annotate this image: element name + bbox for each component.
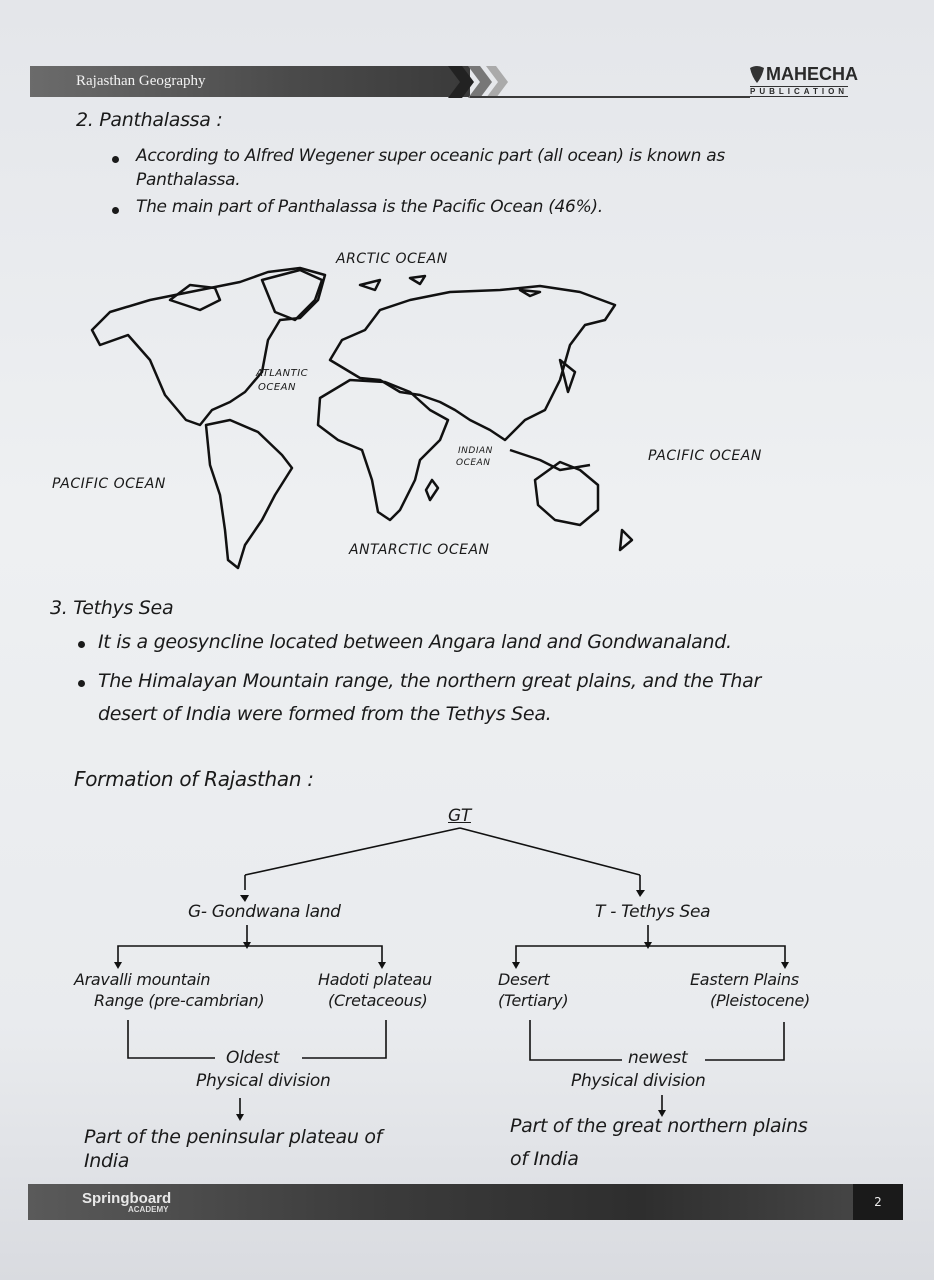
flowchart-hadoti: Hadoti plateau [318,970,432,989]
logo-name: MAHECHA [766,64,858,84]
map-label-pacific-ocean-right: PACIFIC OCEAN [648,448,762,464]
bullet-text: The Himalayan Mountain range, the northern great plains, and the Thar [98,670,762,692]
map-label-indian-ocean-2: OCEAN [456,458,491,468]
map-label-pacific-ocean-left: PACIFIC OCEAN [52,476,166,492]
section-heading-tethys: 3. Tethys Sea [50,597,174,619]
map-label-atlantic-ocean-2: OCEAN [258,382,296,393]
page-number: 2 [853,1184,903,1220]
flowchart-right-result: Part of the great northern plains [510,1115,808,1137]
flowchart-desert-age: (Tertiary) [498,991,569,1010]
bullet-text: It is a geosyncline located between Angara land and Gondwanaland. [98,631,732,653]
formation-heading: Formation of Rajasthan : [74,767,314,791]
bullet-text: The main part of Panthalassa is the Pacific Ocean (46%). [136,197,603,217]
map-label-arctic-ocean: ARCTIC OCEAN [336,251,448,267]
flowchart-right-division: Physical division [571,1071,706,1091]
flowchart-desert: Desert [498,970,550,989]
map-label-antarctic-ocean: ANTARCTIC OCEAN [349,542,490,558]
flowchart-eastern-plains: Eastern Plains [690,970,799,989]
flowchart-eastern-plains-age: (Pleistocene) [710,991,810,1010]
flowchart-gondwana: G- Gondwana land [188,902,341,922]
flowchart-left-result: Part of the peninsular plateau of [84,1126,383,1148]
flowchart-root: GT [448,806,471,826]
bullet-text: According to Alfred Wegener super oceanic part (all ocean) is known as [136,146,725,166]
flowchart-newest: newest [628,1048,688,1068]
footer-brand-sub: ACADEMY [128,1205,169,1214]
flowchart-tethys: T - Tethys Sea [595,902,711,922]
flowchart-aravalli-age: Range (pre-cambrian) [94,991,265,1010]
bullet-text: desert of India were formed from the Tethys Sea. [98,703,552,725]
flowchart-left-result-2: India [84,1150,130,1172]
flowchart-hadoti-age: (Cretaceous) [328,991,428,1010]
section-heading-panthalassa: 2. Panthalassa : [76,109,223,131]
logo-sub: PUBLICATION [750,87,849,96]
flowchart-right-result-2: of India [510,1148,579,1170]
bullet-text: Panthalassa. [136,170,241,190]
flowchart-aravalli: Aravalli mountain [74,970,211,989]
flowchart-oldest: Oldest [226,1048,280,1068]
map-label-indian-ocean: INDIAN [458,446,493,456]
footer-brand: Springboard [82,1190,172,1207]
footer-bar [28,1184,903,1220]
map-label-atlantic-ocean: ATLANTIC [256,368,309,379]
flowchart-left-division: Physical division [196,1071,331,1091]
header-title: Rajasthan Geography [76,73,206,89]
